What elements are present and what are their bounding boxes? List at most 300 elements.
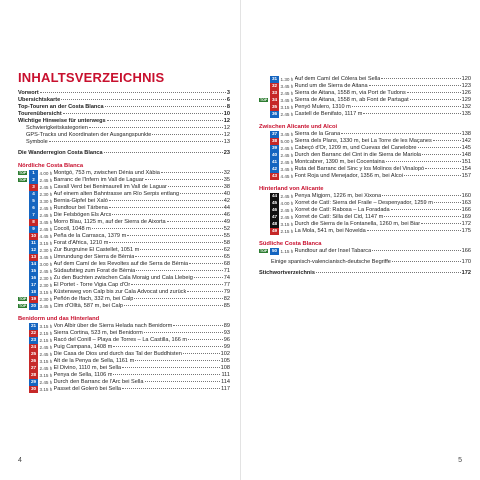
leader-dots [112,214,222,215]
tour-title: Umrundung der Sierra de Bèrnia [53,254,135,260]
toc-left [18,90,230,393]
tour-duration: 2.45 h [39,227,53,232]
leader-dots [372,250,460,251]
tour-title: Passet del Golerò bei Sella [53,386,121,392]
tour-duration: 3.15 h [280,105,294,110]
tour-duration: 3.15 h [39,324,53,329]
top-badge [18,170,29,177]
leader-dots [189,263,223,264]
leader-dots [167,221,223,222]
tour-number-badge: 20 [30,303,37,309]
tour-number-badge: 40 [271,152,278,158]
tour-number-badge: 22 [30,330,37,336]
page-number-right: 5 [458,457,462,464]
top-badge [259,97,270,104]
toc-entry-page: 170 [461,259,471,265]
tour-number-badge: 50 [271,248,278,254]
tour-number-badge: 43 [271,173,278,179]
tour-title: Cocoll, 1048 m [53,226,91,232]
tour-page: 166 [461,248,471,254]
leader-dots [89,127,223,128]
tour-number-badge: 36 [271,111,278,117]
tour-page: 55 [223,233,230,239]
tour-duration: 2.45 h [39,213,53,218]
tour-entry[interactable] [18,254,230,261]
tour-entry[interactable] [259,200,471,207]
spacer [259,118,471,122]
tour-number-badge: 24 [30,344,37,350]
tour-duration: 2.30 h [39,297,53,302]
leader-dots [180,193,223,194]
tour-entry[interactable] [18,296,230,303]
tour-entry[interactable] [18,184,230,191]
tour-number-badge: 12 [30,247,37,253]
tour-page: 126 [461,90,471,96]
tour-entry[interactable] [18,261,230,268]
leader-dots [434,202,461,203]
tour-entry[interactable] [259,221,471,228]
tour-entry[interactable] [18,337,230,344]
tour-title: Peña de la Carrasca, 1379 m [53,233,127,239]
toc-entry[interactable] [259,259,471,266]
tour-title: Xorret de Catí: Sierra del Fraile – Despenyador, 1259 m [294,200,433,206]
leader-dots [391,209,461,210]
toc-entry-title: Einige spanisch-valencianisch-deutsche Begriffe [271,259,391,265]
tour-duration: 2.15 h [280,229,294,234]
tour-entry[interactable] [259,207,471,214]
top-badge [18,177,29,184]
tour-title: La Mola, 541 m, bei Novelda [294,228,366,234]
tour-entry[interactable] [259,248,471,255]
toc-entry-page: 12 [223,118,230,124]
leader-dots [134,298,222,299]
tour-page: 44 [223,205,230,211]
tour-entry[interactable] [18,226,230,233]
tour-page: 175 [461,228,471,234]
leader-dots [421,223,461,224]
tour-title: Auf dem Camí del Còlera bei Sella [294,76,381,82]
tour-title: Sierra de la Grana [294,131,341,137]
leader-dots [404,175,461,176]
tour-title: Sierra Cortina, 523 m, bei Benidorm [53,330,143,336]
tour-entry[interactable] [259,173,471,180]
tour-title: Küstenweg von Calp bis zur Cala Advocat und zurück [53,289,187,295]
toc-entry[interactable] [18,150,230,157]
toc-entry[interactable] [18,111,230,118]
leader-dots [135,360,219,361]
tour-number-badge: 39 [271,145,278,151]
tour-number-badge: 4 [29,191,38,197]
tour-entry[interactable] [259,193,471,200]
tour-duration: 3.45 h [39,255,53,260]
tour-page: 151 [461,159,471,165]
leader-dots [131,284,223,285]
toc-entry-page: 10 [223,111,230,117]
toc-entry[interactable] [18,104,230,111]
tour-page: 74 [223,275,230,281]
tour-entry[interactable] [259,131,471,138]
leader-dots [433,140,461,141]
leader-dots [316,272,461,273]
tour-page: 163 [461,200,471,206]
tour-duration: 3.15 h [39,373,53,378]
leader-dots [49,141,223,142]
tour-entry[interactable] [18,379,230,386]
tour-duration: 3.15 h [280,222,294,227]
tour-duration: 2.45 h [280,215,294,220]
top-badge [18,303,29,310]
tour-duration: 3.45 h [39,304,53,309]
leader-dots [113,346,222,347]
tour-title: Sierra dels Plans, 1330 m, bei La Torre de les Maçanes [294,138,432,144]
tour-duration: 3.15 h [39,290,53,295]
tour-entry[interactable] [18,330,230,337]
tour-page: 108 [220,365,230,371]
tour-entry[interactable] [18,170,230,177]
tour-number-badge: 5 [29,198,38,204]
tour-entry[interactable] [18,205,230,212]
leader-dots [109,242,222,243]
tour-entry[interactable] [18,177,230,184]
tour-page: 129 [461,97,471,103]
tour-entry[interactable] [18,247,230,254]
leader-dots [105,106,226,107]
tour-number-badge: 19 [30,296,37,302]
tour-duration: 2.15 h [39,338,53,343]
tour-title: Cabeçó d'Or, 1209 m, und Cuevas del Canelobre [294,145,417,151]
tour-title: Penya de Sella, 1106 m [53,372,113,378]
leader-dots [341,133,460,134]
tour-duration: 4.00 h [280,201,294,206]
leader-dots [381,78,460,79]
tour-number-badge: 48 [271,221,278,227]
toc-entry-title: Wichtige Hinweise für unterwegs [18,118,106,124]
tour-title: Südaufstieg zum Forat de Bèrnia [53,268,136,274]
leader-dots [188,339,223,340]
tour-entry[interactable] [18,351,230,358]
tour-title: Durch den Barranc del Cint in die Sierra de Mariola [294,152,422,158]
leader-dots [173,325,222,326]
top-badge [18,296,29,303]
tour-duration: 3.45 h [39,220,53,225]
tour-title: Barranc de l'Infern im Vall de Laguar [53,177,144,183]
tour-duration: 3.45 h [280,167,294,172]
tour-title: Zu den Buchten zwischen Cala Moraig und Cala Llebeig [53,275,193,281]
leader-dots [152,134,222,135]
section-heading: Benidorm und das Hinterland [18,316,100,322]
leader-dots [369,85,461,86]
leader-dots [63,113,223,114]
toc-entry[interactable] [18,97,230,104]
tour-page: 160 [461,193,471,199]
page-number-left: 4 [18,457,22,464]
tour-entry[interactable] [259,145,471,152]
leader-dots [104,152,223,153]
leader-dots [352,106,461,107]
tour-page: 65 [223,254,230,260]
tour-page: 71 [223,268,230,274]
tour-title: Rund um die Sierra de Aitana [294,83,368,89]
leader-dots [384,216,460,217]
toc-entry-page: 12 [223,132,230,138]
tour-page: 49 [223,219,230,225]
toc-entry[interactable] [18,139,230,146]
toc-entry-page: 6 [226,97,230,103]
tour-page: 172 [461,221,471,227]
leader-dots [194,277,223,278]
tour-entry[interactable] [259,152,471,159]
tour-entry[interactable] [259,111,471,118]
tour-duration: 2.45 h [280,208,294,213]
tour-entry[interactable] [18,240,230,247]
tour-title: Von Albir über die Sierra Helada nach Benidorm [53,323,173,329]
tour-entry[interactable] [259,214,471,221]
tour-duration: 2.30 h [39,283,53,288]
tour-page: 148 [461,152,471,158]
spacer [259,180,471,184]
leader-dots [418,147,461,148]
leader-dots [144,332,223,333]
leader-dots [382,195,460,196]
tour-title: El Portet - Torre Vigia Cap d'Or [53,282,131,288]
tour-title: Peñón de Ifach, 332 m, bei Calp [53,296,134,302]
toc-entry-title: Schwierigkeitskategorien [26,125,88,131]
tour-entry[interactable] [259,138,471,145]
tour-number-badge: 27 [30,365,37,371]
tour-entry[interactable] [18,191,230,198]
tour-title: Cavall Verd bei Benimaurell im Vall de Laguar [53,184,167,190]
tour-number-badge: 2 [29,177,38,183]
tour-entry[interactable] [18,198,230,205]
tour-number-badge: 14 [30,261,37,267]
leader-dots [386,161,461,162]
toc-right [259,76,471,277]
tour-duration: 3.15 h [39,387,53,392]
tour-page: 169 [461,214,471,220]
tour-entry[interactable] [18,372,230,379]
leader-dots [109,207,223,208]
tour-page: 99 [223,344,230,350]
page-title: INHALTSVERZEICHNIS [18,70,165,85]
top-badge-label: TOP [260,98,268,102]
tour-duration: 2.15 h [39,331,53,336]
tour-page: 138 [461,131,471,137]
tour-number-badge: 49 [271,228,278,234]
tour-entry[interactable] [18,344,230,351]
top-badge-label: TOP [260,249,268,253]
tour-page: 120 [461,76,471,82]
leader-dots [109,200,223,201]
tour-number-badge: 23 [30,337,37,343]
leader-dots [92,228,223,229]
tour-title: Penya Migjorn, 1226 m, bei Xixona [294,193,382,199]
tour-entry[interactable] [259,228,471,235]
tour-entry[interactable] [18,365,230,372]
tour-page: 89 [223,323,230,329]
tour-entry[interactable] [18,282,230,289]
toc-entry[interactable] [18,118,230,125]
tour-page: 111 [221,372,230,378]
leader-dots [425,168,461,169]
tour-number-badge: 32 [271,83,278,89]
toc-entry-title: Stichwortverzeichnis [259,270,315,276]
leader-dots [61,99,226,100]
tour-page: 58 [223,240,230,246]
tour-entry[interactable] [18,386,230,393]
tour-entry[interactable] [259,166,471,173]
toc-entry-page: 13 [223,139,230,145]
tour-page: 52 [223,226,230,232]
tour-duration: 2.45 h [39,206,53,211]
tour-entry[interactable] [18,212,230,219]
tour-entry[interactable] [18,233,230,240]
tour-number-badge: 31 [271,76,278,82]
leader-dots [140,249,222,250]
tour-duration: 3.45 h [280,98,294,103]
tour-title: Zur Burgruine El Castellet, 1051 m [53,247,140,253]
tour-entry[interactable] [18,289,230,296]
tour-number-badge: 41 [271,159,278,165]
tour-duration: 2.45 h [39,185,53,190]
tour-title: Montcabrer, 1390 m, bei Cocentaina [294,159,385,165]
leader-dots [407,92,461,93]
toc-entry-title: Top-Touren an der Costa Blanca [18,104,104,110]
tour-entry[interactable] [259,104,471,111]
tour-title: Racó del Conill – Playa de Torres – La Castilla, 166 m [53,337,188,343]
tour-number-badge: 3 [29,184,38,190]
leader-dots [107,120,223,121]
tour-page: 46 [223,212,230,218]
tour-number-badge: 34 [271,97,278,103]
leader-dots [422,154,461,155]
tour-duration: 2.45 h [280,91,294,96]
tour-page: 32 [223,170,230,176]
leader-dots [122,388,220,389]
tour-duration: 5.00 h [280,139,294,144]
tour-entry[interactable] [259,76,471,83]
top-badge-label: TOP [19,297,27,301]
tour-number-badge: 42 [271,166,278,172]
leader-dots [183,353,220,354]
tour-duration: 2.45 h [280,194,294,199]
tour-page: 62 [223,247,230,253]
tour-duration: 3.15 h [39,359,53,364]
toc-entry-title: Vorwort [18,90,39,96]
tour-page: 93 [223,330,230,336]
tour-number-badge: 46 [271,207,278,213]
tour-title: Ruta del Barranc del Sinc y los Molinos del Vinalopó [294,166,425,172]
tour-title: Castell de Benifato, 1117 m [294,111,363,117]
tour-duration: 3.30 h [39,199,53,204]
right-page [240,0,480,480]
tour-title: Durch den Barranc de l'Arc bei Sella [53,379,144,385]
tour-duration: 2.45 h [39,269,53,274]
tour-number-badge: 9 [29,226,38,232]
tour-number-badge: 37 [271,131,278,137]
tour-entry[interactable] [18,303,230,310]
tour-number-badge: 38 [271,138,278,144]
tour-entry[interactable] [259,90,471,97]
tour-duration: 2.45 h [280,153,294,158]
tour-title: Cim d'Olltà, 587 m, bei Calp [53,303,123,309]
tour-duration: 2.45 h [39,380,53,385]
spacer [18,157,230,161]
toc-entry[interactable] [18,125,230,132]
leader-dots [161,172,223,173]
toc-entry-title: GPS-Tracks und Koordinaten der Ausgangspunkte [26,132,152,138]
tour-page: 117 [221,386,230,392]
tour-entry[interactable] [259,83,471,90]
leader-dots [145,179,223,180]
tour-duration: 2.30 h [39,192,53,197]
tour-title: Bernia-Gipfel bei Xaló [53,198,108,204]
tour-title: Montgó, 753 m, zwischen Dénia und Xàbia [53,170,160,176]
tour-number-badge: 28 [30,372,37,378]
tour-entry[interactable] [18,358,230,365]
tour-number-badge: 18 [30,289,37,295]
tour-entry[interactable] [18,275,230,282]
tour-number-badge: 35 [271,104,278,110]
tour-number-badge: 21 [30,323,37,329]
tour-number-badge: 10 [30,233,37,239]
tour-number-badge: 25 [30,351,37,357]
tour-title: Rundtour auf der Insel Tabarca [294,248,372,254]
tour-duration: 4.00 h [39,171,53,176]
tour-title: Rundtour bei Tárbena [53,205,108,211]
tour-entry[interactable] [259,159,471,166]
tour-number-badge: 7 [29,212,38,218]
tour-duration: 3.45 h [280,84,294,89]
leader-dots [135,256,222,257]
spacer [259,235,471,239]
tour-page: 132 [461,104,471,110]
toc-entry-page: 23 [223,150,230,156]
tour-page: 135 [461,111,471,117]
toc-entry[interactable] [18,90,230,97]
tour-entry[interactable] [259,97,471,104]
tour-title: Xorret de Catí: Rabosa – La Foradada [294,207,390,213]
tour-title: Sierra de Aitana, 1558 m, ab Font de Partagat [294,97,409,103]
tour-title: Forat d'Àfrica, 1210 m [53,240,109,246]
section-heading: Südliche Costa Blanca [259,241,322,247]
tour-number-badge: 11 [29,240,38,246]
tour-page: 79 [223,289,230,295]
tour-duration: 3.00 h [39,262,53,267]
leader-dots [392,261,461,262]
tour-page: 105 [220,358,230,364]
tour-number-badge: 8 [29,219,38,225]
tour-entry[interactable] [18,268,230,275]
tour-duration: 1.30 h [280,77,294,82]
tour-duration: 1.15 h [280,249,294,254]
tour-number-badge: 17 [30,282,37,288]
tour-entry[interactable] [18,219,230,226]
tour-title: Penyó Mulero, 1310 m [294,104,351,110]
toc-entry[interactable] [18,132,230,139]
tour-duration: 2.30 h [39,276,53,281]
tour-duration: 2.45 h [39,345,53,350]
tour-number-badge: 26 [30,358,37,364]
tour-title: Durch die Sierra de la Fontanella, 1260 m, bei Biar [294,221,421,227]
toc-entry-page: 12 [223,125,230,131]
tour-page: 68 [223,261,230,267]
tour-number-badge: 13 [30,254,37,260]
tour-entry[interactable] [18,323,230,330]
toc-entry[interactable] [259,270,471,277]
top-badge-label: TOP [19,304,27,308]
tour-title: Xorret de Catí: Silla del Cid, 1147 m [294,214,384,220]
tour-page: 42 [223,198,230,204]
